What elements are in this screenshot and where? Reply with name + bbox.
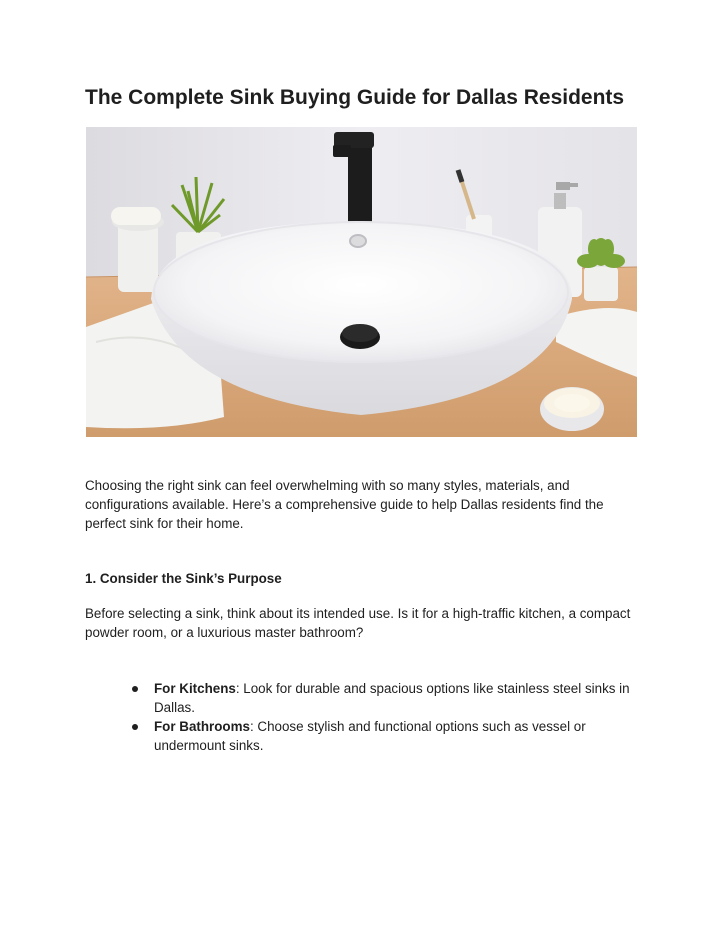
hero-image-vessel-sink — [86, 127, 637, 437]
list-item — [130, 717, 630, 755]
overflow-hole — [350, 235, 366, 247]
bullet-text: : Choose stylish and functional options such as vessel or undermount sinks. — [154, 719, 586, 753]
bullet-text: : Look for durable and spacious options like stainless steel sinks in Dallas. — [154, 681, 630, 715]
list-item — [130, 679, 630, 717]
bullet-icon — [132, 686, 138, 692]
section-heading: 1. Consider the Sink’s Purpose — [85, 571, 282, 586]
plant-pot-right — [584, 267, 618, 301]
bullet-icon — [132, 724, 138, 730]
cream-bowl — [540, 387, 604, 431]
bullet-list — [130, 679, 630, 755]
purpose-paragraph: Before selecting a sink, think about its intended use. Is it for a high-traffic kitchen, a compact powder room, or a luxurious master bathroom? — [85, 606, 631, 640]
intro-paragraph: Choosing the right sink can feel overwhelming with so many styles, materials, and configurations available. Here’s a comprehensive guide to help Dallas residents find the perfect sink for their home. — [85, 478, 604, 531]
bullet-label: For Bathrooms — [154, 719, 250, 734]
soap-holder — [118, 222, 158, 292]
bullet-label: For Kitchens — [154, 681, 236, 696]
page-title: The Complete Sink Buying Guide for Dallas Residents — [85, 86, 625, 109]
